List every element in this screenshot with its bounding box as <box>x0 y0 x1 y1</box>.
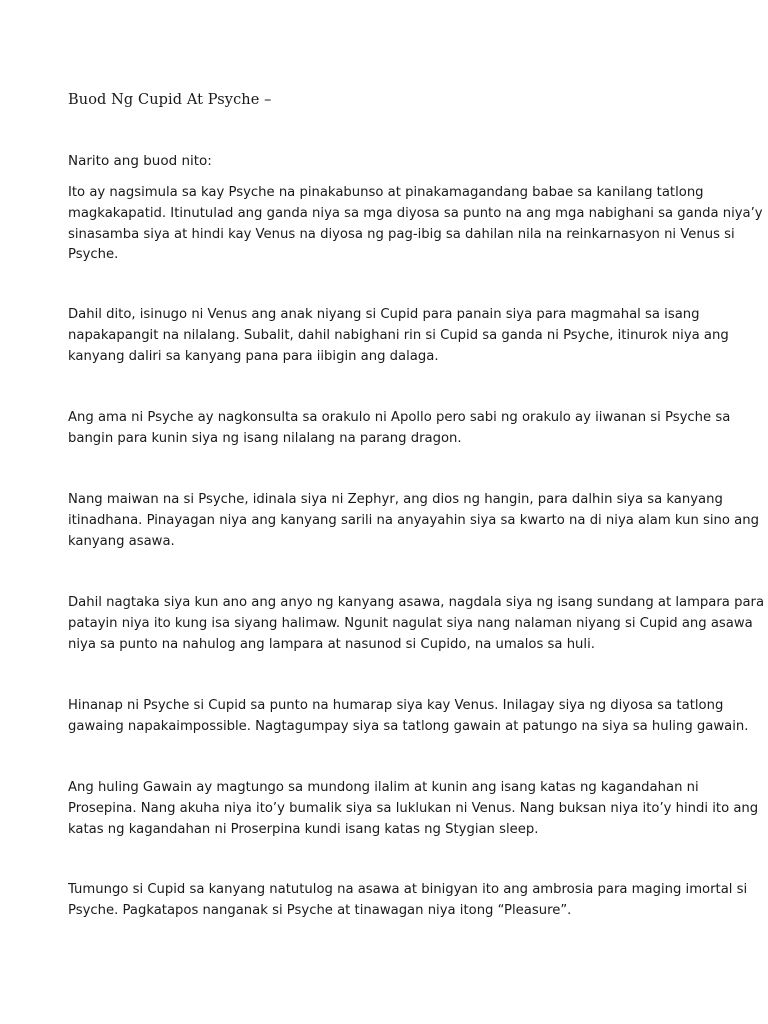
paragraph-line: patayin niya ito kung isa siyang halimaw. Ngunit nagulat siya nang nalaman niyang si Cupid ang asawa <box>68 615 753 631</box>
paragraph <box>68 305 729 367</box>
paragraph-line: Dahil dito, isinugo ni Venus ang anak niyang si Cupid para panain siya para magmahal sa isang <box>68 307 700 322</box>
paragraph <box>68 490 759 552</box>
paragraph <box>68 778 759 840</box>
paragraph-line: Dahil nagtaka siya kun ano ang anyo ng kanyang asawa, nagdala siya ng isang sundang at lampara para <box>68 595 765 610</box>
paragraph-line: Nang maiwan na si Psyche, idinala siya ni Zephyr, ang dios ng hangin, para dalhin siya sa kanyang <box>68 492 723 507</box>
paragraph-line: napakapangit na nilalang. Subalit, dahil nabighani rin si Cupid sa ganda ni Psyche, itinurok niya ang <box>68 327 729 343</box>
paragraph-line: bangin para kunin siya ng isang nilalang na parang dragon. <box>68 430 462 446</box>
paragraph-line: kanyang daliri sa kanyang pana para iibigin ang dalaga. <box>68 348 439 364</box>
paragraph-line: Tumungo si Cupid sa kanyang natutulog na asawa at binigyan ito ang ambrosia para maging imortal si <box>68 882 748 897</box>
paragraph-line: Hinanap ni Psyche si Cupid sa punto na humarap siya kay Venus. Inilagay siya ng diyosa sa tatlong <box>68 698 724 713</box>
paragraph <box>68 696 749 738</box>
paragraph-line: sinasamba siya at hindi kay Venus na diyosa ng pag-ibig sa dahilan nila na reinkarnasyon ni Venus si <box>68 226 735 242</box>
paragraph <box>68 880 748 922</box>
paragraph <box>68 408 731 450</box>
paragraph-line: Ang huling Gawain ay magtungo sa mundong ilalim at kunin ang isang katas ng kagandahan ni <box>68 780 699 795</box>
paragraph <box>68 593 765 655</box>
paragraph-line: Prosepina. Nang akuha niya ito’y bumalik siya sa luklukan ni Venus. Nang buksan niya ito’y hindi ito ang <box>68 800 759 816</box>
intro-line: Narito ang buod nito: <box>68 153 212 169</box>
paragraph-line: gawaing napakaimpossible. Nagtagumpay siya sa tatlong gawain at patungo na siya sa huling gawain. <box>68 718 749 734</box>
document-title: Buod Ng Cupid At Psyche – <box>68 92 272 108</box>
paragraph-line: Ito ay nagsimula sa kay Psyche na pinakabunso at pinakamagandang babae sa kanilang tatlong <box>68 185 704 200</box>
paragraph-line: itinadhana. Pinayagan niya ang kanyang sarili na anyayahin siya sa kwarto na di niya alam kun sino ang <box>68 512 759 528</box>
paragraph-line: Psyche. <box>68 247 119 263</box>
paragraph-line: Psyche. Pagkatapos nanganak si Psyche at tinawagan niya itong “Pleasure”. <box>68 902 572 918</box>
paragraph <box>68 183 763 266</box>
paragraph-line: niya sa punto na nahulog ang lampara at nasunod si Cupido, na umalos sa huli. <box>68 636 595 652</box>
paragraph-line: Ang ama ni Psyche ay nagkonsulta sa orakulo ni Apollo pero sabi ng orakulo ay iiwanan si Psyche sa <box>68 410 731 425</box>
paragraph-line: magkakapatid. Itinutulad ang ganda niya sa mga diyosa sa punto na ang mga nabighani sa ganda niya’y <box>68 205 763 221</box>
paragraph-line: kanyang asawa. <box>68 533 175 549</box>
paragraph-line: katas ng kagandahan ni Proserpina kundi isang katas ng Stygian sleep. <box>68 821 539 837</box>
